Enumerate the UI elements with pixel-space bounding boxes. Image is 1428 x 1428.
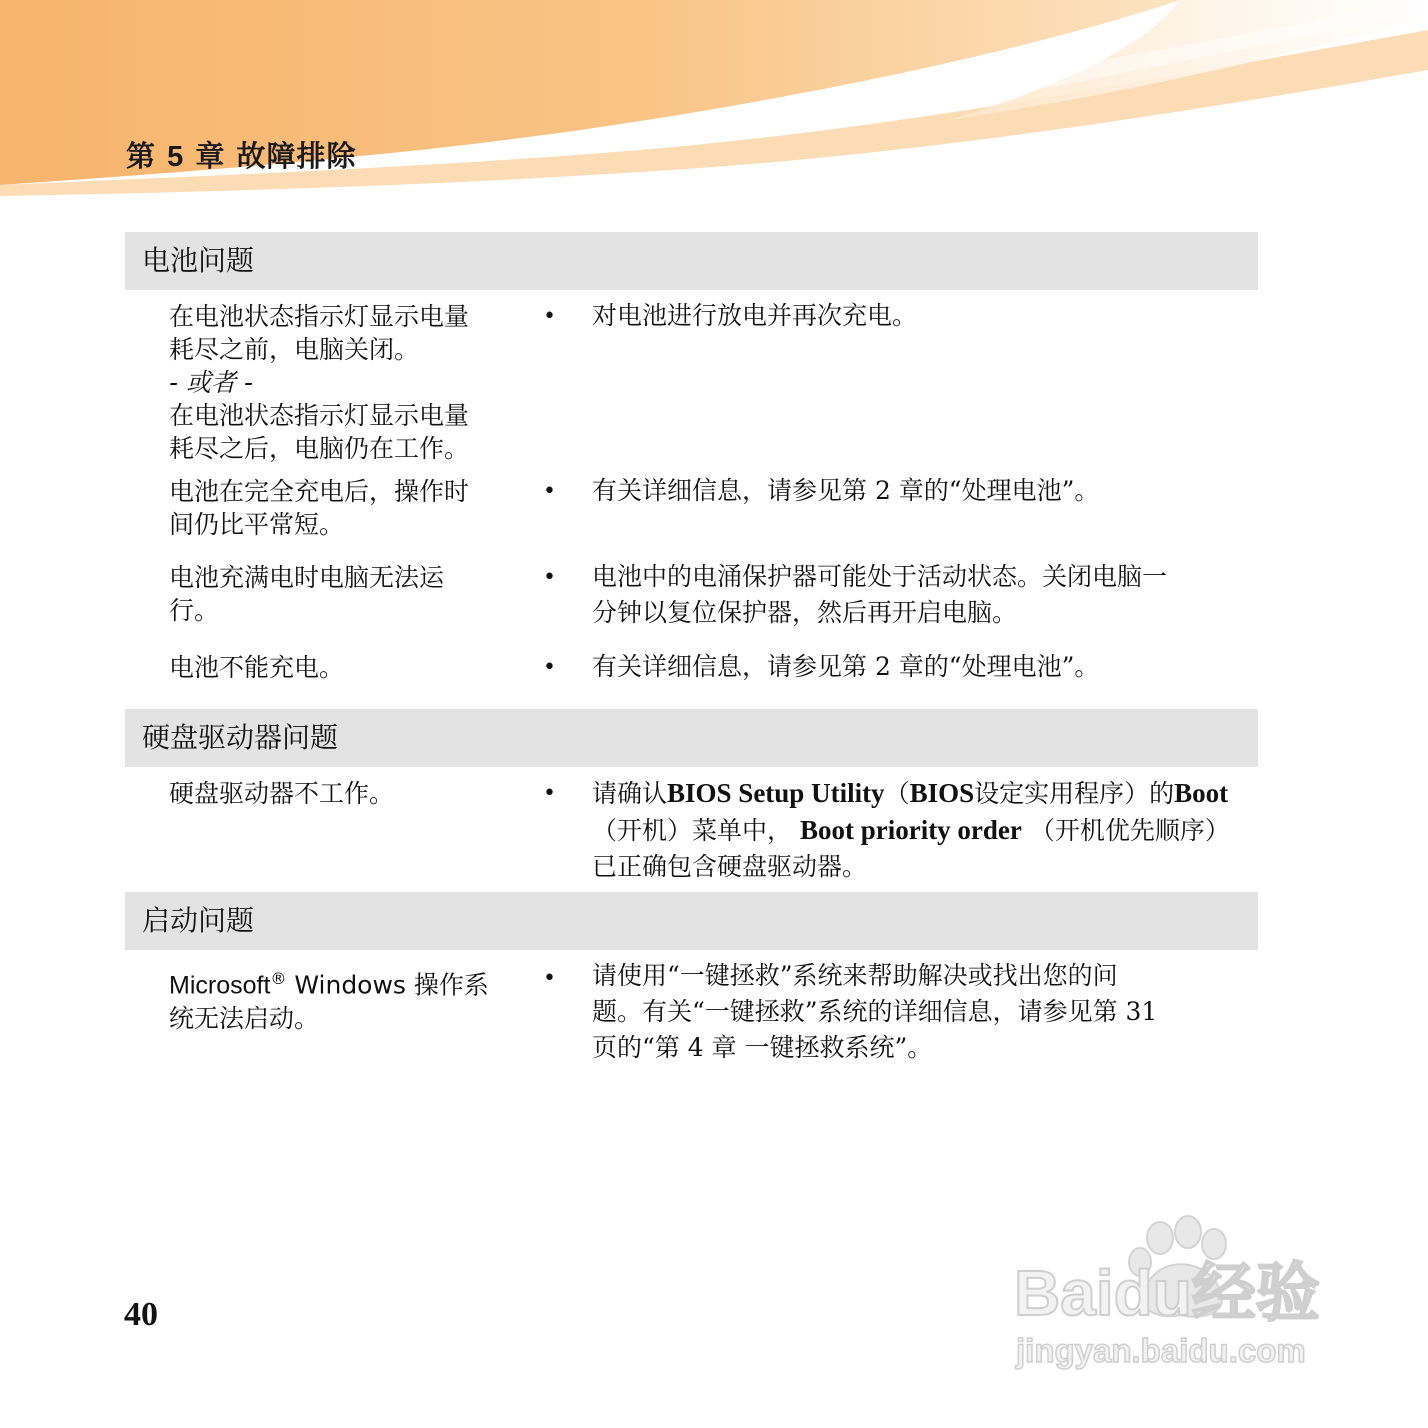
chapter-title <box>126 134 357 175</box>
chapter-prefix: 第 <box>126 139 157 173</box>
windows-label: Windows 操作系 <box>286 970 489 1000</box>
watermark-brand: Baidu经验 <box>1014 1257 1320 1329</box>
chapter-name: 故障排除 <box>236 139 357 173</box>
bullet-icon: • <box>543 479 556 504</box>
watermark-url: jingyan.baidu.com <box>1016 1332 1306 1369</box>
bullet-icon: • <box>543 781 556 806</box>
solution-cell <box>592 775 1252 885</box>
bios-term: BIOS <box>909 778 975 808</box>
page-number: 40 <box>124 1296 158 1333</box>
problem-text: 硬盘驱动器不工作。 <box>169 779 395 808</box>
solution-text: 设定实用程序）的 <box>974 779 1175 808</box>
problem-text: 电池不能充电。 <box>169 653 345 682</box>
table-row <box>125 767 1258 892</box>
problem-text: 在电池状态指示灯显示电量 <box>169 401 470 430</box>
problem-text: 间仍比平常短。 <box>169 510 345 539</box>
solution-text: （开机）菜单中， <box>592 816 800 845</box>
problem-alternative-label: - 或者 - <box>169 368 253 397</box>
solution-cell: 有关详细信息，请参见第 2 章的“处理电池”。 <box>592 476 1100 505</box>
solution-cell: 有关详细信息，请参见第 2 章的“处理电池”。 <box>592 652 1100 681</box>
boot-priority-order-term: Boot priority order <box>799 815 1022 845</box>
chapter-number: 5 <box>167 141 185 173</box>
bullet-icon: • <box>543 565 556 590</box>
problem-text: 电池充满电时电脑无法运 <box>169 563 445 592</box>
solution-text: 请确认 <box>592 779 668 808</box>
problem-text: 行。 <box>169 596 220 625</box>
table-row <box>125 651 1258 709</box>
problem-cell <box>169 950 519 1080</box>
table-row <box>125 950 1258 1080</box>
solution-cell <box>592 559 1252 631</box>
solution-text: 电池中的电涌保护器可能处于活动状态。关闭电脑一 <box>592 562 1168 591</box>
section-header-boot: 启动问题 <box>125 892 1258 950</box>
table-row <box>125 561 1258 651</box>
problem-cell <box>169 561 519 651</box>
problem-cell <box>169 290 519 475</box>
bullet-icon: • <box>543 304 556 329</box>
microsoft-label: Microsoft <box>169 971 271 1000</box>
problem-text: 耗尽之后，电脑仍在工作。 <box>169 434 470 463</box>
solution-text: 页的“第 4 章 一键拯救系统”。 <box>592 1033 933 1062</box>
problem-text: 在电池状态指示灯显示电量 <box>169 302 470 331</box>
bullet-icon: • <box>543 966 556 991</box>
bullet-icon: • <box>543 655 556 680</box>
registered-mark: ® <box>270 969 287 988</box>
problem-text: 耗尽之前，电脑关闭。 <box>169 335 420 364</box>
problem-text: 统无法启动。 <box>169 1004 320 1034</box>
solution-text: （ <box>884 779 910 808</box>
solution-text: 分钟以复位保护器，然后再开启电脑。 <box>592 598 1018 627</box>
problem-text <box>169 962 519 1002</box>
problem-cell <box>169 767 519 892</box>
section-header-battery: 电池问题 <box>125 232 1258 290</box>
solution-cell <box>592 958 1252 1066</box>
problem-cell <box>169 475 519 561</box>
problem-cell <box>169 651 519 709</box>
section-header-hdd: 硬盘驱动器问题 <box>125 709 1258 767</box>
solution-text: （开机优先顺序）已正确包含硬盘驱动器。 <box>592 816 1230 881</box>
troubleshooting-table <box>125 232 1258 1080</box>
baidu-watermark-logo <box>1010 1210 1350 1380</box>
solution-cell: 对电池进行放电并再次充电。 <box>592 301 918 330</box>
solution-text: 请使用“一键拯救”系统来帮助解决或找出您的问 <box>592 961 1118 990</box>
boot-menu-term: Boot <box>1174 778 1229 808</box>
problem-text: 电池在完全充电后，操作时 <box>169 477 470 506</box>
solution-text: 题。有关“一键拯救”系统的详细信息，请参见第 31 <box>592 997 1158 1026</box>
table-row <box>125 290 1258 475</box>
bios-setup-utility-term: BIOS Setup Utility <box>667 778 885 808</box>
chapter-suffix: 章 <box>195 139 226 173</box>
table-row <box>125 475 1258 561</box>
